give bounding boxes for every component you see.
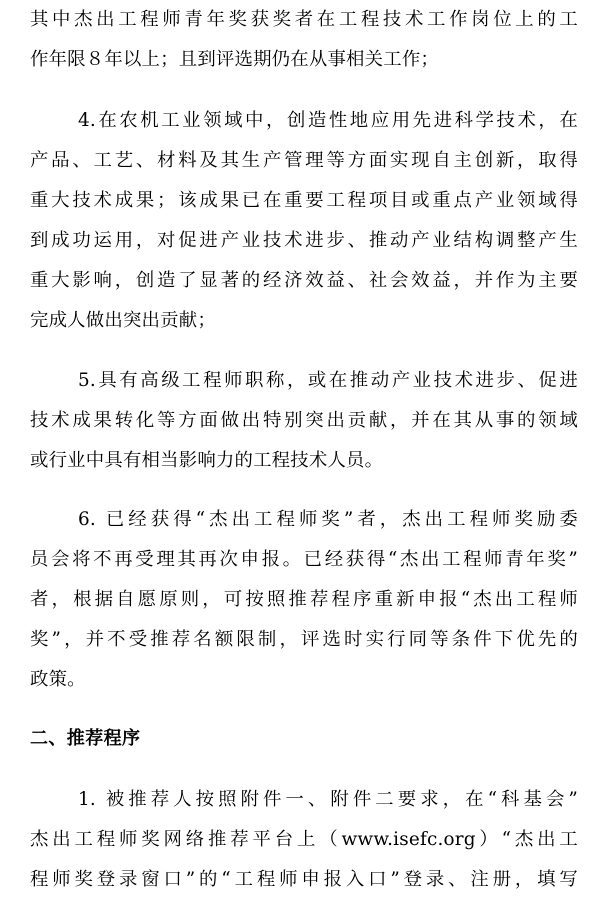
list-item-5-line: 5.具有高级工程师职称，或在推动产业技术进步、促进 [78, 370, 578, 391]
text-line: 政策。 [30, 669, 86, 690]
list-item-4-line: 4.在农机工业领域中，创造性地应用先进科学技术，在 [78, 110, 578, 131]
text-line: 奖”，并不受推荐名额限制，评选时实行同等条件下优先的 [30, 629, 578, 650]
text-line: 作年限８年以上；且到评选期仍在从事相关工作； [30, 49, 439, 70]
text-line: 或行业中具有相当影响力的工程技术人员。 [30, 450, 384, 471]
procedure-item-1-line: 1. 被推荐人按照附件一、附件二要求，在“科基会” [78, 789, 578, 810]
text-line: 其中杰出工程师青年奖获奖者在工程技术工作岗位上的工 [30, 9, 578, 30]
text-line: 技术成果转化等方面做出特别突出贡献，并在其从事的领域 [30, 410, 578, 431]
text-line: 程师奖登录窗口”的“工程师申报入口”登录、注册，填写 [30, 869, 578, 890]
text-line: 重大影响，创造了显著的经济效益、社会效益，并作为主要 [30, 270, 578, 291]
text-line: 到成功运用，对促进产业技术进步、推动产业结构调整产生 [30, 230, 578, 251]
text-line: 重大技术成果；该成果已在重要工程项目或重点产业领域得 [30, 190, 578, 211]
text-line: 杰出工程师奖网络推荐平台上（www.isefc.org）“杰出工 [30, 829, 578, 850]
list-item-6-line: 6. 已经获得“杰出工程师奖”者，杰出工程师奖励委 [78, 509, 578, 530]
section-heading: 二、推荐程序 [30, 728, 141, 749]
text-line: 产品、工艺、材料及其生产管理等方面实现自主创新，取得 [30, 150, 578, 171]
text-line: 者，根据自愿原则，可按照推荐程序重新申报“杰出工程师 [30, 589, 578, 610]
text-line: 员会将不再受理其再次申报。已经获得“杰出工程师青年奖” [30, 549, 578, 570]
text-line: 完成人做出突出贡献； [30, 310, 216, 331]
